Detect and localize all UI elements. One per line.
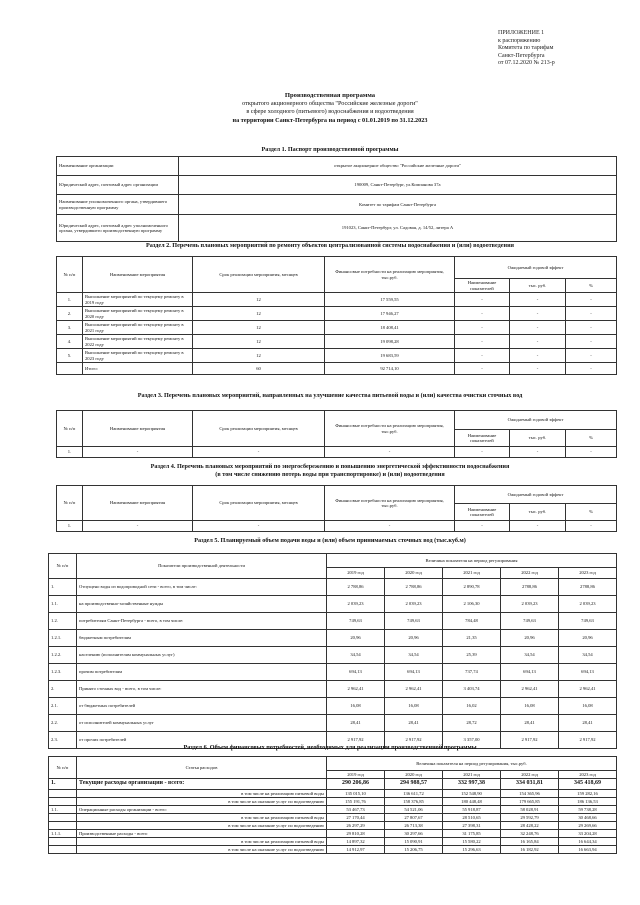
- cell-value: 14 912,97: [327, 846, 385, 854]
- repair-activities-table: [56, 256, 617, 375]
- cell-effect-pct: -: [566, 363, 617, 375]
- col-header-num: № п/п: [49, 554, 77, 579]
- cell-value: 2 962,41: [501, 681, 559, 698]
- appendix-line: Комитета по тарифам: [498, 45, 554, 52]
- cell-value: 34,54: [327, 647, 385, 664]
- col-header-year: 2020 год: [385, 568, 443, 579]
- cell-num: 1.: [57, 293, 83, 307]
- table-row: [49, 647, 617, 664]
- cell-value: 31 175,85: [443, 830, 501, 838]
- cell-value: 179 665,85: [501, 798, 559, 806]
- cell-item: в том числе на реализацию питьевой воды: [77, 838, 327, 846]
- cell-indicator: от прочих потребителей: [77, 732, 327, 749]
- cell-value: 2 039,23: [501, 596, 559, 613]
- cell-value: 34,54: [501, 647, 559, 664]
- table-row: [49, 698, 617, 715]
- col-header-term: Срок реализации мероприятия, месяцев: [193, 486, 325, 521]
- cell-value: 30 468,66: [559, 814, 617, 822]
- cell-indicator: бюджетным потребителям: [77, 630, 327, 647]
- cell-term: 12: [193, 293, 325, 307]
- col-header-effect: Ожидаемый годовой эффект: [455, 486, 617, 504]
- cell-value: 16,08: [559, 698, 617, 715]
- passport-value: 191023, Санкт-Петербург, ул. Садовая, д. 14/52, литера А: [179, 215, 617, 242]
- cell-num: 1.: [49, 579, 77, 596]
- col-header-name: Наименование мероприятия: [83, 257, 193, 293]
- col-header-finance: Финансовые потребности на реализацию мероприятия, тыс.руб.: [325, 486, 455, 521]
- cell-num: [49, 838, 77, 846]
- cell-finance: 18 408,41: [325, 321, 455, 335]
- col-header-effect-rub: тыс. руб.: [510, 430, 566, 447]
- cell-finance: 19 683,59: [325, 349, 455, 363]
- cell-value: 20,96: [559, 630, 617, 647]
- passport-table: [56, 156, 617, 242]
- cell-effect-rub: -: [510, 321, 566, 335]
- water-volume-table: [48, 553, 617, 749]
- cell-value: 737,74: [443, 664, 501, 681]
- cell-num: [49, 822, 77, 830]
- cell-value: 16,08: [501, 698, 559, 715]
- cell-value: 2 917,92: [327, 732, 385, 749]
- col-header-effect-pct: %: [566, 279, 617, 293]
- col-header-year: 2021 год: [443, 568, 501, 579]
- cell-value: 28,41: [327, 715, 385, 732]
- col-header-effect: Ожидаемый годовой эффект: [455, 411, 617, 430]
- cell-effect-name: -: [455, 307, 510, 321]
- cell-value: 27 398,31: [443, 822, 501, 830]
- cell-value: 29 810,28: [327, 830, 385, 838]
- table-row: [57, 195, 617, 215]
- cell-effect-name: -: [455, 349, 510, 363]
- col-header-finance: Финансовые потребности на реализацию мероприятия, тыс.руб.: [325, 411, 455, 447]
- cell-value: 30 297,66: [385, 830, 443, 838]
- cell-value: 26 297,29: [327, 822, 385, 830]
- table-row: [57, 321, 617, 335]
- title-line-period: на территории Санкт-Петербурга на период с 01.01.2019 по 31.12.2023: [232, 116, 428, 124]
- cell-finance: -: [325, 521, 455, 532]
- cell-value: 186 136,53: [559, 798, 617, 806]
- cell-value: 2 962,41: [385, 681, 443, 698]
- cell-value: 136 611,72: [385, 790, 443, 798]
- appendix-line: Санкт-Петербурга: [498, 52, 545, 59]
- cell-value: 135 015,10: [327, 790, 385, 798]
- table-row: [49, 822, 617, 830]
- col-header-effect-pct: %: [566, 504, 617, 521]
- title-line-company: открытого акционерного общества "Российские железные дороги": [242, 100, 418, 108]
- cell-effect-rub: -: [510, 363, 566, 375]
- passport-label: Наименование уполномоченного органа, утвердившего производственную программу: [57, 195, 179, 215]
- cell-item: Операционные расходы организации - всего:: [77, 806, 327, 814]
- title-line-sphere: в сфере холодного (питьевого) водоснабжения и водоотведения: [246, 108, 414, 116]
- cell-value: 28,41: [385, 715, 443, 732]
- col-header-num: № п/п: [49, 757, 77, 779]
- cell-effect-pct: -: [566, 349, 617, 363]
- table-row: [57, 293, 617, 307]
- cell-value: 15 580,22: [443, 838, 501, 846]
- cell-value: 58 028,91: [501, 806, 559, 814]
- cell-value: 2 917,92: [385, 732, 443, 749]
- col-header-effect-name: Наименование показателей: [455, 279, 510, 293]
- cell-value: 59 738,28: [559, 806, 617, 814]
- cell-indicator: Принято сточных вод - всего, в том числе:: [77, 681, 327, 698]
- col-header-effect-rub: тыс. руб.: [510, 504, 566, 521]
- col-header-year: 2020 год: [385, 771, 443, 779]
- cell-value: 26 713,38: [385, 822, 443, 830]
- passport-label: Юридический адрес, почтовый адрес уполномоченного органа, утвердившего производственную программу: [57, 215, 179, 242]
- cell-num: 1.: [57, 447, 83, 458]
- table-row: [49, 579, 617, 596]
- col-header-num: № п/п: [57, 486, 83, 521]
- cell-item: в том числе на реализацию питьевой воды: [77, 814, 327, 822]
- passport-value: 190009, Санкт-Петербург, ул.Компанова 37а: [179, 176, 617, 195]
- cell-value: 2788,86: [559, 579, 617, 596]
- cell-value: 290 206,86: [327, 779, 385, 790]
- cell-num: 1.1.: [49, 596, 77, 613]
- table-row: [49, 715, 617, 732]
- cell-name: Выполнение мероприятий по текущему ремонту в 2022 году: [83, 335, 193, 349]
- cell-value: 154 365,96: [501, 790, 559, 798]
- cell-value: 27 807,67: [385, 814, 443, 822]
- cell-value: 29 592,79: [501, 814, 559, 822]
- cell-value: 16,08: [385, 698, 443, 715]
- col-header-effect-rub: тыс. руб.: [510, 279, 566, 293]
- cell-num: 1.2.: [49, 613, 77, 630]
- cell-value: 694,13: [501, 664, 559, 681]
- cell-num: [49, 790, 77, 798]
- appendix-line: к распоряжению: [498, 37, 541, 44]
- cell-effect-pct: -: [566, 321, 617, 335]
- table-row: [57, 335, 617, 349]
- cell-value: 21,35: [443, 630, 501, 647]
- col-header-year: 2022 год: [501, 568, 559, 579]
- section4-title-line1: Раздел 4. Перечень плановых мероприятий по энергосбережению и повышению энергетической эффективности водоснабжения: [150, 463, 510, 470]
- cell-effect-rub: -: [510, 307, 566, 321]
- cell-value: 2 039,23: [385, 596, 443, 613]
- table-row: [57, 157, 617, 176]
- cell-value: 152 548,90: [443, 790, 501, 798]
- cell-effect-name: -: [455, 335, 510, 349]
- cell-effect-name: -: [455, 321, 510, 335]
- cell-value: 2788,86: [501, 579, 559, 596]
- cell-term: 12: [193, 307, 325, 321]
- col-header-year: 2023 год: [559, 568, 617, 579]
- cell-value: 180 448,48: [443, 798, 501, 806]
- cell-effect-name: -: [455, 363, 510, 375]
- cell-value: 15 296,63: [443, 846, 501, 854]
- cell-finance: 17 946,27: [325, 307, 455, 321]
- cell-name: Выполнение мероприятий по текущему ремонту в 2020 году: [83, 307, 193, 321]
- cell-effect-pct: -: [566, 307, 617, 321]
- cell-value: 54 521,06: [385, 806, 443, 814]
- table-row: [57, 349, 617, 363]
- section4-title-line2: (в том числе снижению потерь воды при транспортировке) и (или) водоотведения: [215, 470, 445, 478]
- cell-finance: 17 559,55: [325, 293, 455, 307]
- cell-value: 28 428,22: [501, 822, 559, 830]
- cell-indicator: на производственно-хозяйственные нужды: [77, 596, 327, 613]
- section2-title: Раздел 2. Перечень плановых мероприятий по ремонту объектов централизованной системы водоснабжения и (или) водоотведения: [145, 242, 515, 249]
- col-header-name: Наименование мероприятия: [83, 411, 193, 447]
- cell-term: 60: [193, 363, 325, 375]
- cell-num: 1.1.: [49, 806, 77, 814]
- cell-finance: 19 098,28: [325, 335, 455, 349]
- cell-num: 3.: [57, 321, 83, 335]
- cell-value: 28,72: [443, 715, 501, 732]
- cell-value: 694,13: [385, 664, 443, 681]
- cell-name: Итого:: [83, 363, 193, 375]
- cell-indicator: от бюджетных потребителей: [77, 698, 327, 715]
- cell-name: Выполнение мероприятий по текущему ремонту в 2023 году: [83, 349, 193, 363]
- table-row: [57, 176, 617, 195]
- cell-num: 1.2.2.: [49, 647, 77, 664]
- cell-num: 1.: [49, 779, 77, 790]
- table-row: [57, 215, 617, 242]
- cell-value: 694,13: [327, 664, 385, 681]
- col-header-item: Статья расходов: [77, 757, 327, 779]
- cell-value: 2 962,41: [559, 681, 617, 698]
- cell-num: 2.: [49, 681, 77, 698]
- col-header-num: № п/п: [57, 257, 83, 293]
- cell-indicator: прочим потребителям: [77, 664, 327, 681]
- cell-num: [49, 846, 77, 854]
- cell-effect-pct: -: [566, 293, 617, 307]
- cell-effect-name: -: [455, 293, 510, 307]
- cell-num: 2.: [57, 307, 83, 321]
- appendix-line: от 07.12.2020 № 213-р: [498, 60, 555, 67]
- cell-value: 16,02: [443, 698, 501, 715]
- table-row: [49, 846, 617, 854]
- cell-value: 334 031,81: [501, 779, 559, 790]
- cell-value: 749,63: [327, 613, 385, 630]
- cell-finance: -: [325, 447, 455, 458]
- cell-value: 34,54: [559, 647, 617, 664]
- col-header-name: Наименование мероприятия: [83, 486, 193, 521]
- title-line-program: Производственная программа: [284, 92, 376, 99]
- cell-value: 749,63: [559, 613, 617, 630]
- cell-value: 20,96: [327, 630, 385, 647]
- col-header-effect: Ожидаемый годовой эффект: [455, 257, 617, 279]
- cell-value: 749,63: [501, 613, 559, 630]
- cell-name: Выполнение мероприятий по текущему ремонту в 2021 году: [83, 321, 193, 335]
- cell-finance: 92 714,10: [325, 363, 455, 375]
- cell-value: 28,41: [501, 715, 559, 732]
- cell-value: 29 269,66: [559, 822, 617, 830]
- cell-value: 34,54: [385, 647, 443, 664]
- cell-value: 749,63: [385, 613, 443, 630]
- cell-value: 16 165,84: [501, 838, 559, 846]
- col-header-year: 2019 год: [327, 568, 385, 579]
- cell-value: 2 917,92: [501, 732, 559, 749]
- table-row: [49, 798, 617, 806]
- table-row: [49, 613, 617, 630]
- cell-num: 2.2.: [49, 715, 77, 732]
- table-row: [49, 630, 617, 647]
- cell-num: 1.1.1.: [49, 830, 77, 838]
- cell-name: -: [83, 447, 193, 458]
- cell-value: 2 788,86: [327, 579, 385, 596]
- cell-indicator: Отпущено воды из водопроводной сети - всего, в том числе:: [77, 579, 327, 596]
- passport-value: открытое акционерное общество "Российские железные дороги": [179, 157, 617, 176]
- table-row: [49, 681, 617, 698]
- table-row: [49, 806, 617, 814]
- section1-title: Раздел 1. Паспорт производственной программы: [261, 146, 399, 153]
- section4-title: [40, 463, 620, 479]
- table-row: [57, 307, 617, 321]
- cell-indicator: от исполнителей коммунальных услуг: [77, 715, 327, 732]
- col-header-year: 2019 год: [327, 771, 385, 779]
- cell-effect-pct: -: [566, 521, 617, 532]
- cell-value: 16 663,94: [559, 846, 617, 854]
- table-row: [49, 814, 617, 822]
- cell-num: 1.2.1.: [49, 630, 77, 647]
- cell-value: 53 467,73: [327, 806, 385, 814]
- section3-title: Раздел 3. Перечень плановых мероприятий, направленных на улучшение качества питьевой воды и (или) качества очистки сточных вод: [137, 392, 523, 399]
- section5-title: Раздел 5. Планируемый объем подачи воды и (или) объем принимаемых сточных вод (тыс.куб.м): [194, 537, 466, 544]
- cell-term: 12: [193, 335, 325, 349]
- cell-name: Выполнение мероприятий по текущему ремонту в 2019 году: [83, 293, 193, 307]
- col-header-period: Величина показателя на период регулирования: [327, 554, 617, 568]
- cell-value: 32 248,76: [501, 830, 559, 838]
- cell-term: 12: [193, 321, 325, 335]
- cell-num: [49, 814, 77, 822]
- cell-item: Производственные расходы - всего: [77, 830, 327, 838]
- cell-value: 155 191,76: [327, 798, 385, 806]
- cell-num: 5.: [57, 349, 83, 363]
- cell-value: 332 997,38: [443, 779, 501, 790]
- table-row: [49, 664, 617, 681]
- table-row: [57, 447, 617, 458]
- cell-value: 28,41: [559, 715, 617, 732]
- passport-label: Юридический адрес, почтовый адрес организации: [57, 176, 179, 195]
- cell-num: 1.2.3.: [49, 664, 77, 681]
- cell-term: 12: [193, 349, 325, 363]
- appendix-line: ПРИЛОЖЕНИЕ 1: [498, 30, 545, 36]
- cell-value: 15 206,75: [385, 846, 443, 854]
- cell-value: 2 890,78: [443, 579, 501, 596]
- cell-item: в том числе на реализацию питьевой воды: [77, 790, 327, 798]
- cell-num: 4.: [57, 335, 83, 349]
- section6-title: Раздел 6. Объем финансовых потребностей, необходимых для реализации производственной программы: [183, 744, 477, 751]
- col-header-year: 2021 год: [443, 771, 501, 779]
- cell-num: 1.: [57, 521, 83, 532]
- passport-value: Комитет по тарифам Санкт-Петербурга: [179, 195, 617, 215]
- cell-item: в том числе на оказание услуг по водоотведению: [77, 846, 327, 854]
- cell-num: 2.1.: [49, 698, 77, 715]
- water-volume-rows: [49, 579, 617, 749]
- cell-term: -: [193, 521, 325, 532]
- col-header-effect-name: Наименование показателей: [455, 504, 510, 521]
- col-header-year: 2023 год: [559, 771, 617, 779]
- table-row: [49, 838, 617, 846]
- cell-value: 159 282,16: [559, 790, 617, 798]
- cell-value: 28 510,65: [443, 814, 501, 822]
- cell-value: 2 039,23: [559, 596, 617, 613]
- table-row: [49, 790, 617, 798]
- table-row: [49, 596, 617, 613]
- cell-item: Текущие расходы организации - всего:: [77, 779, 327, 790]
- cell-value: 27 170,44: [327, 814, 385, 822]
- cell-value: 2 039,23: [327, 596, 385, 613]
- cell-num: [49, 798, 77, 806]
- cell-value: 694,13: [559, 664, 617, 681]
- cell-value: 33 204,28: [559, 830, 617, 838]
- cell-indicator: населению (исполнителям коммунальных услуг): [77, 647, 327, 664]
- table-row: [49, 779, 617, 790]
- cell-effect-rub: -: [510, 335, 566, 349]
- table-row-total: [57, 363, 617, 375]
- col-header-num: № п/п: [57, 411, 83, 447]
- cell-name: -: [83, 521, 193, 532]
- cell-value: 2 917,92: [559, 732, 617, 749]
- cell-value: 2 788,86: [385, 579, 443, 596]
- col-header-term: Срок реализации мероприятия, месяцев: [193, 411, 325, 447]
- cell-effect-name: -: [455, 521, 510, 532]
- cell-item: в том числе на оказание услуг по водоотведению: [77, 822, 327, 830]
- table-row: [49, 830, 617, 838]
- cell-effect-rub: -: [510, 349, 566, 363]
- cell-effect-name: -: [455, 447, 510, 458]
- financial-needs-table: [48, 756, 617, 854]
- cell-value: 20,96: [501, 630, 559, 647]
- cell-value: 784,48: [443, 613, 501, 630]
- cell-value: 345 418,69: [559, 779, 617, 790]
- cell-value: 2 962,41: [327, 681, 385, 698]
- cell-value: 16 182,92: [501, 846, 559, 854]
- cell-value: 294 988,57: [385, 779, 443, 790]
- cell-value: 2 106,30: [443, 596, 501, 613]
- cell-value: 15 090,91: [385, 838, 443, 846]
- energy-saving-table: [56, 485, 617, 532]
- cell-term: -: [193, 447, 325, 458]
- cell-value: 16 644,34: [559, 838, 617, 846]
- financial-needs-rows: [49, 779, 617, 854]
- cell-value: 3 357,00: [443, 732, 501, 749]
- col-header-year: 2022 год: [501, 771, 559, 779]
- col-header-effect-name: Наименование показателей: [455, 430, 510, 447]
- cell-num: 2.3.: [49, 732, 77, 749]
- col-header-finance: Финансовые потребности на реализацию мероприятия, тыс.руб.: [325, 257, 455, 293]
- appendix-note: [498, 30, 628, 68]
- col-header-term: Срок реализации мероприятия, месяцев: [193, 257, 325, 293]
- table-row: [57, 521, 617, 532]
- cell-effect-rub: -: [510, 521, 566, 532]
- col-header-effect-pct: %: [566, 430, 617, 447]
- document-title: [120, 92, 540, 125]
- cell-value: 55 918,87: [443, 806, 501, 814]
- cell-value: 16,08: [327, 698, 385, 715]
- cell-effect-rub: -: [510, 293, 566, 307]
- cell-value: 20,96: [385, 630, 443, 647]
- cell-value: 25,39: [443, 647, 501, 664]
- cell-effect-pct: -: [566, 335, 617, 349]
- cell-item: в том числе на оказание услуг по водоотведению: [77, 798, 327, 806]
- water-quality-table: [56, 410, 617, 458]
- col-header-indicator: Показатели производственной деятельности: [77, 554, 327, 579]
- cell-value: 14 897,32: [327, 838, 385, 846]
- cell-effect-rub: -: [510, 447, 566, 458]
- cell-value: 3 403,74: [443, 681, 501, 698]
- cell-effect-pct: -: [566, 447, 617, 458]
- col-header-period: Величина показателя на период регулирования, тыс.руб.: [327, 757, 617, 771]
- cell-indicator: потребителям Санкт-Петербурга - всего, в том числе:: [77, 613, 327, 630]
- cell-num: [57, 363, 83, 375]
- passport-label: Наименование организации: [57, 157, 179, 176]
- cell-value: 158 376,85: [385, 798, 443, 806]
